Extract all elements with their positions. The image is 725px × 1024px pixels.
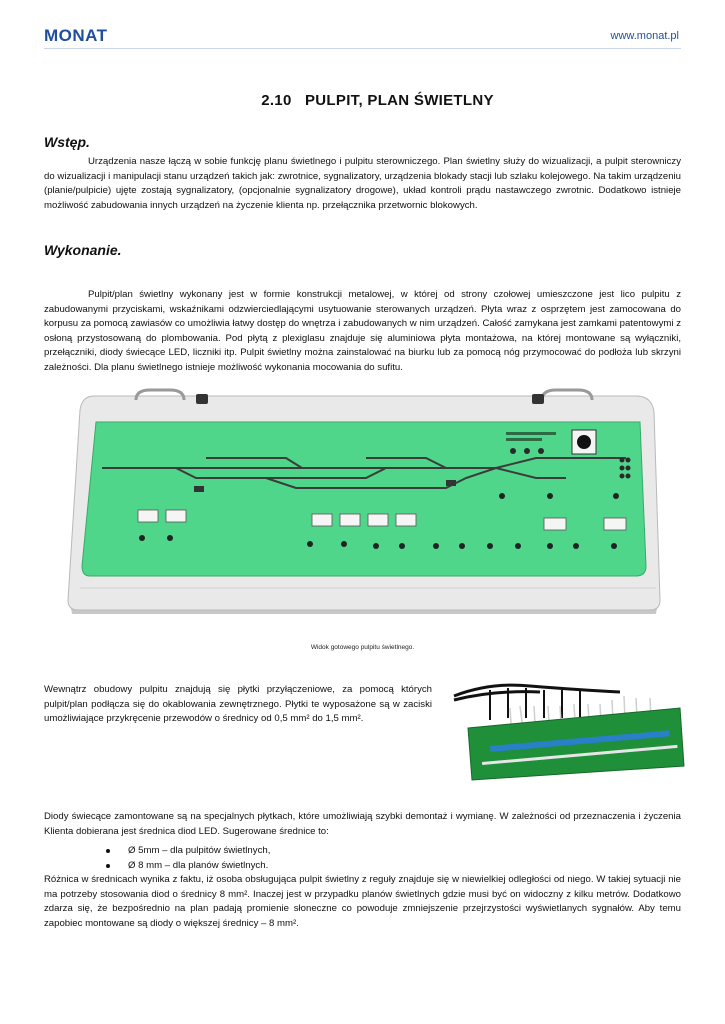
light-panel-photo <box>66 388 662 620</box>
photo-caption: Widok gotowego pulpitu świetlnego. <box>310 644 415 651</box>
inside-paragraph: Wewnątrz obudowy pulpitu znajdują się płytki przyłączeniowe, za pomocą których pulpit/plan podłącza się do okablowania zewnętrznego. Płytki te wyposażone są w zaciski umożliwiające przykręcenie przewodów o średnicy od 0,5 mm² do 1,5 mm². <box>44 684 432 724</box>
page-title: 2.10 PULPIT, PLAN ŚWIETLNY <box>261 92 494 109</box>
header-divider <box>44 48 681 49</box>
bullet-5mm: Ø 5mm – dla pulpitów świetlnych, <box>106 844 270 859</box>
build-paragraph: Pulpit/plan świetlny wykonany jest w formie konstrukcji metalowej, w której od strony czołowej umieszczone jest lico pulpitu z zabudowanymi przyciskami, wskaźnikami odzwierciedlającymi usytuowanie sterowanych urządzeń. Płyta wraz z osprzętem jest zamocowana do korpusu za pomocą zawiasów co umożliwia łatwy dostęp do wnętrza i zabudowanych w nim urządzeń. Całość zamykana jest zamkami patentowymi z osłoną przystosowaną do plombowania. Pod płytą z plexiglasu znajduje się aluminiowa płyta montażowa, na której montowane są wyłączniki, przełączniki, diody świecące LED, liczniki itp. Pulpit świetlny można zainstalować na biurku lub za pomocą nóg przymocować do podłoża lub skrzyni zależności. Dla planu świetlnego istnieje możliwość wykonania mocowania do sufitu. <box>44 289 681 373</box>
bullet-8mm: Ø 8 mm – dla planów świetlnych. <box>106 859 270 874</box>
website-link[interactable]: www.monat.pl <box>610 30 679 42</box>
terminal-board-photo <box>450 668 687 786</box>
intro-paragraph: Urządzenia nasze łączą w sobie funkcję planu świetlnego i pulpitu sterowniczego. Plan świetlny służy do wizualizacji, a pulpit sterowniczy do wizualizacji i manipulacji stanu urządzeń takich jak: zwrotnice, sygnalizatory, urządzenia blokady stacji lub szlaku kolejowego. Na takim urządzeniu (planie/pulpicie) ujęte zostają sygnalizatory, (opcjonalnie sygnalizatory drogowe), układ kontroli prądu nastawczego zwrotnic. Dodatkowo istnieje możliwość zabudowania innych urządzeń na życzenie klienta np. przełącznika przetwornic blokowych. <box>44 156 681 211</box>
closing-paragraph: Różnica w średnicach wynika z faktu, iż osoba obsługująca pulpit świetlny z reguły znajduje się w niewielkiej odległości od niego. W takiej sytuacji nie ma potrzeby stosowania diod o średnicy 8 mm². Inaczej jest w przypadku planów świetlnych gdzie musi być on widoczny z kilku metrów. Dodatkowo zdarza się, że bezpośrednio na plan padają promienie słoneczne co powoduje zmniejszenie przejrzystości wyświetlanych sygnałów. Aby temu zapobiec montowane są diody o większej średnicy – 8 mm². <box>44 874 681 929</box>
diode-size-list <box>106 844 270 873</box>
monat-logo: MONAT <box>44 26 108 45</box>
intro-heading: Wstęp. <box>44 134 90 150</box>
diodes-paragraph: Diody świecące zamontowane są na specjalnych płytkach, które umożliwiają szybki demontaż i wymianę. W zależności od przeznaczenia i życzenia Klienta dobierana jest średnica diod LED. Sugerowane średnice to: <box>44 811 681 837</box>
build-heading: Wykonanie. <box>44 242 122 258</box>
